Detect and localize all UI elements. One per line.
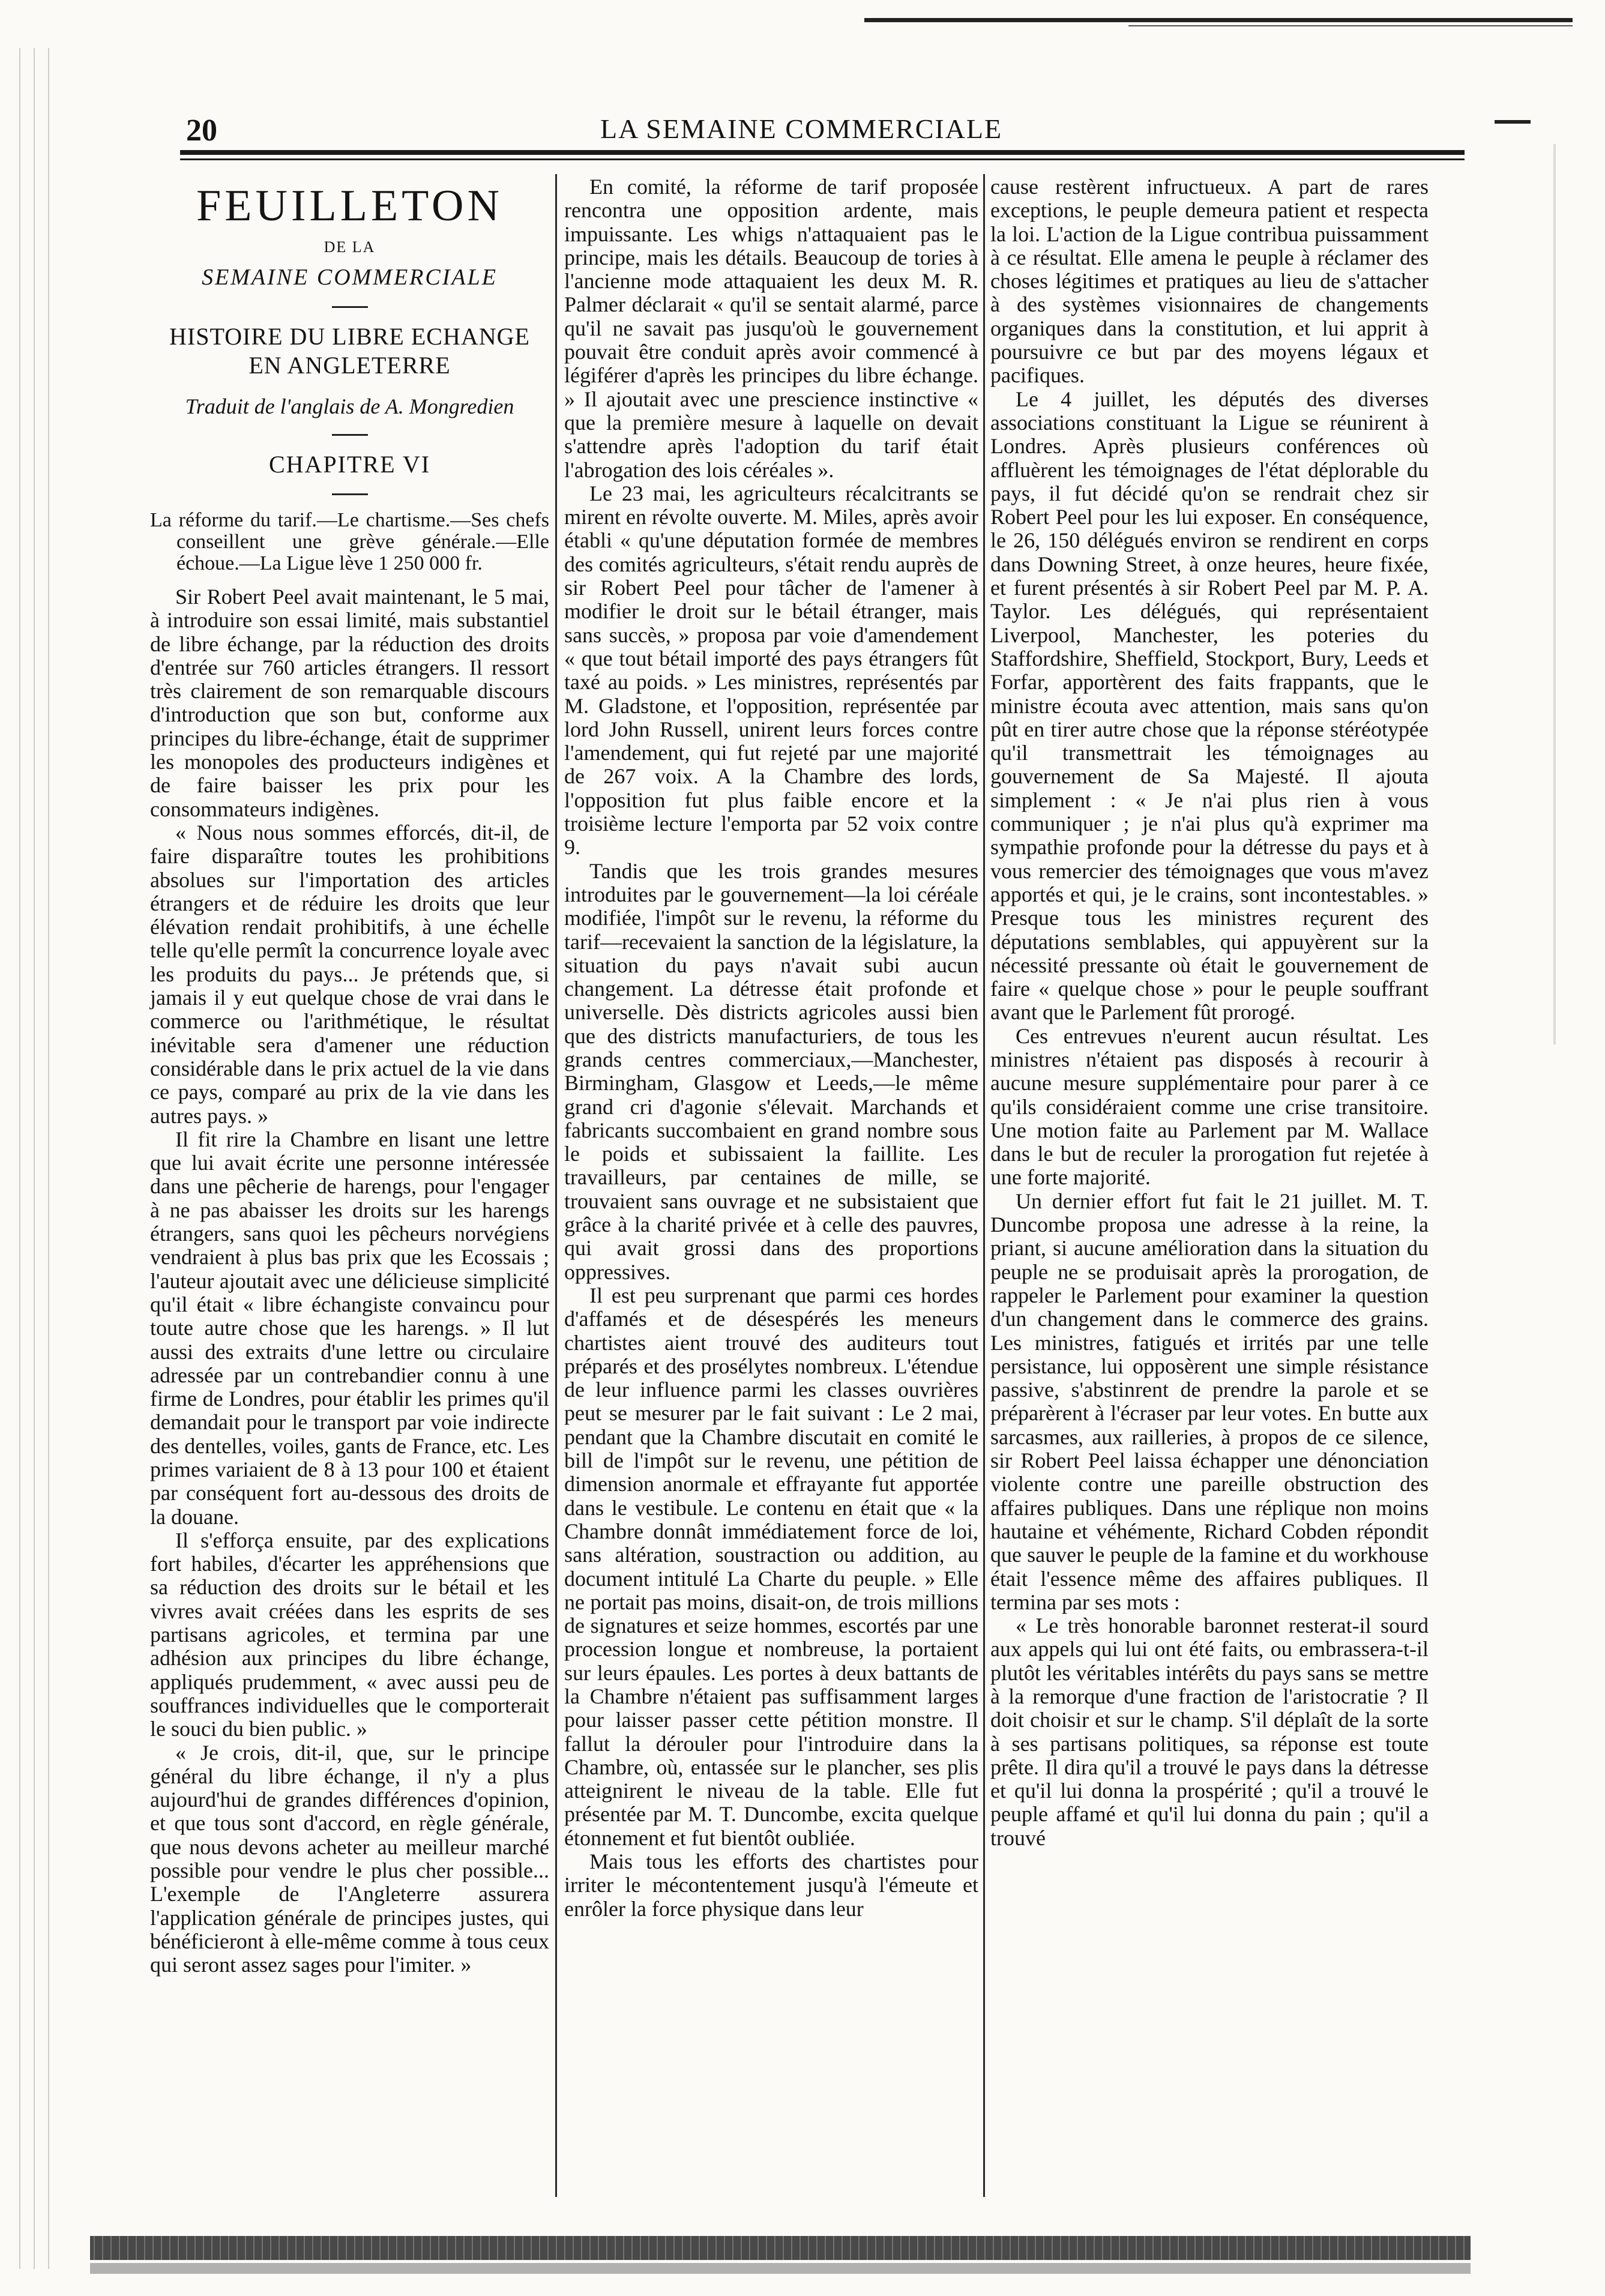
- paragraph: cause restèrent infructueux. A part de rares exceptions, le peuple demeura patient et respecta la loi. L'action de la Ligue contribua puissamment à ce résultat. Elle amena le peuple à réclamer des choses légitimes et pratiques au lieu de s'attacher à des systèmes visionnaires de changements organiques dans la constitution, et lui apprit à poursuivre ce but par des moyens légaux et pacifiques.: [990, 175, 1429, 388]
- page-number: 20: [186, 113, 217, 148]
- paragraph: En comité, la réforme de tarif proposée rencontra une opposition ardente, mais impuissante. Les whigs n'attaquaient pas le principe, mais les détails. Beaucoup de tories à l'ancienne mode attaquaient les deux M. R. Palmer déclarait « qu'il se sentait alarmé, parce qu'il ne savait pas jusqu'où le gouvernement pouvait être conduit après avoir commencé à légiférer d'après les principes du libre échange. » Il ajoutait avec une prescience instinctive « que la première mesure à laquelle on devait s'attendre après l'adoption du tarif était l'abrogation des lois céréales ».: [564, 175, 978, 482]
- scan-mark-top: [864, 18, 1573, 22]
- paragraph: « Je crois, dit-il, que, sur le principe général du libre échange, il n'y a plus aujourd'hui de grandes différences d'opinion, et que tous sont d'accord, en règle générale, que nous devons acheter au meilleur marché possible pour vendre le plus cher possible... L'exemple de l'Angleterre assurera l'application générale de principes justes, qui bénéficieront à elle-même comme à tous ceux qui seront assez sages pour l'imiter. »: [150, 1740, 549, 1977]
- column-rule-2: [983, 174, 985, 2197]
- column-2: [564, 175, 978, 1921]
- column-1: [150, 175, 549, 1977]
- paragraph: Un dernier effort fut fait le 21 juillet. M. T. Duncombe proposa une adresse à la reine, la priant, si aucune amélioration dans la situation du peuple ne se produisait après la prorogation, de rappeler le Parlement pour examiner la question d'un changement dans le commerce des grains. Les ministres, fatigués et irrités par une telle persistance, lui opposèrent une simple résistance passive, s'abstinrent de prendre la parole et se préparèrent à l'écraser par leur votes. En butte aux sarcasmes, aux railleries, à propos de ce silence, sir Robert Peel laissa échapper une dénonciation violente contre une pareille obstruction des affaires publiques. Dans une réplique non moins hautaine et véhémente, Richard Cobden répondit que sauver le peuple de la famine et du workhouse était l'essence même des affaires publiques. Il termina par ses mots :: [990, 1189, 1429, 1614]
- column-rule-1: [555, 174, 557, 2197]
- scan-margin-right: [1553, 144, 1556, 1044]
- scan-mark-top-thin: [1128, 25, 1573, 26]
- header-rule-thin: [180, 158, 1465, 160]
- paragraph: « Le très honorable baronnet resterat-il sourd aux appels qui lui ont été faits, ou embrassera-t-il plutôt les véritables intérêts du pays sans se mettre à la remorque d'une fraction de l'aristocratie ? Il doit choisir et sur le champ. S'il déplaît de la sorte à ses partisans politiques, sa réponse est toute prête. Il dira qu'il a trouvé le pays dans la détresse et qu'il lui donna la prospérité ; qu'il a trouvé le peuple affamé et qu'il lui donna du pain ; qu'il a trouvé: [990, 1614, 1429, 1850]
- ornament-rule: [332, 434, 368, 436]
- ornament-rule: [332, 306, 368, 308]
- paragraph: Il s'efforça ensuite, par des explications fort habiles, d'écarter les appréhensions que sa réduction des droits sur le bétail et les vivres avait créées dans les esprits de ses partisans agricoles, et termina par une adhésion aux principes du libre échange, appliqués prudemment, « avec aussi peu de souffrances individuelles que le comporterait le souci du bien public. »: [150, 1528, 549, 1741]
- scan-dash-right: [1495, 120, 1531, 124]
- paragraph: Le 4 juillet, les députés des diverses associations constituant la Ligue se réunirent à Londres. Après plusieurs conférences où affluèrent les témoignages de l'état déplorable du pays, il fut décidé qu'on se rendrait chez sir Robert Peel pour les lui exposer. En conséquence, le 26, 150 délégués environ se rendirent en corps dans Downing Street, à onze heures, heure fixée, et furent présentés à sir Robert Peel par M. P. A. Taylor. Les délégués, qui représentaient Liverpool, Manchester, les poteries du Staffordshire, Sheffield, Stockport, Bury, Leeds et Forfar, apportèrent des faits frappants, que le ministre écouta avec attention, mais sans qu'on pût en tirer autre chose que la réponse stéréotypée qu'il transmettrait les témoignages au gouvernement de Sa Majesté. Il ajouta simplement : « Je n'ai plus rien à vous communiquer ; je n'ai plus qu'à exprimer ma sympathie profonde pour la détresse du pays et à vous remercier des témoignages que vous m'avez apportés et qui, je le crains, sont incontestables. » Presque tous les ministres reçurent des députations semblables, qui appuyèrent sur la nécessité pressante où était le gouvernement de faire « quelque chose » pour le peuple souffrant avant que le Parlement fût prorogé.: [990, 387, 1429, 1025]
- scan-edge-bottom-shadow: [90, 2263, 1471, 2274]
- paragraph: Le 23 mai, les agriculteurs récalcitrants se mirent en révolte ouverte. M. Miles, après avoir établi « qu'une députation formée de membres des comités agriculteurs, s'était rendu auprès de sir Robert Peel pour tâcher de l'amener à modifier le droit sur le bétail étranger, mais sans succès, » proposa par voie d'amendement « que tout bétail importé des pays étrangers fût taxé au poids. » Les ministres, représentés par M. Gladstone, et l'opposition, représentée par lord John Russell, unirent leurs forces contre l'amendement, qui fut rejeté par une majorité de 267 voix. A la Chambre des lords, l'opposition fut plus faible encore et la troisième lecture l'emporta par 52 voix contre 9.: [564, 481, 978, 860]
- paragraph: Sir Robert Peel avait maintenant, le 5 mai, à introduire son essai limité, mais substantiel de libre échange, par la réduction des droits d'entrée sur 760 articles étrangers. Il ressort très clairement de son remarquable discours d'introduction que son but, conforme aux principes du libre-échange, était de supprimer les monopoles des producteurs indigènes et de faire baisser les prix pour les consommateurs indigènes.: [150, 585, 549, 821]
- paragraph: « Nous nous sommes efforcés, dit-il, de faire disparaître toutes les prohibitions absolues sur l'importation des articles étrangers et de réduire les droits que leur élévation rendait prohibitifs, à une échelle telle qu'elle permît la concurrence loyale avec les produits du pays... Je prétends que, si jamais il y eut quelque chose de vrai dans le commerce ou l'arithmétique, le résultat inévitable sera d'amener une réduction considérable dans le prix actuel de la vie dans ce pays, comparé au prix de la vie dans les autres pays. »: [150, 820, 549, 1128]
- chapter-summary: La réforme du tarif.—Le chartisme.—Ses chefs conseillent une grève générale.—Elle échoue.—La Ligue lève 1 250 000 fr.: [150, 509, 549, 574]
- chapter-heading: CHAPITRE VI: [268, 451, 431, 478]
- translator-credit: Traduit de l'anglais de A. Mongredien: [185, 394, 514, 418]
- column-3: [990, 175, 1429, 1850]
- running-title: LA SEMAINE COMMERCIALE: [600, 113, 1003, 144]
- feuilleton-de: DE LA: [324, 238, 376, 256]
- feuilleton-title: FEUILLETON: [196, 181, 503, 231]
- series-title-line-1: HISTOIRE DU LIBRE ECHANGE: [169, 323, 530, 350]
- series-title-line-2: EN ANGLETERRE: [248, 352, 451, 379]
- paragraph: Il est peu surprenant que parmi ces hordes d'affamés et de désespérés les meneurs chartistes aient trouvé des auditeurs tout préparés et des prosélytes nombreux. L'étendue de leur influence parmi les classes ouvrières peut se mesurer par le fait suivant : Le 2 mai, pendant que la Chambre discutait en comité le bill de l'impôt sur le revenu, une pétition de dimension anormale et effrayante fut apportée dans le vestibule. Le contenu en était que « la Chambre donnât immédiatement force de loi, sans altération, soustraction ou addition, au document intitulé La Charte du peuple. » Elle ne portait pas moins, disait-on, de trois millions de signatures et seize hommes, escortés par une procession longue et nombreuse, la portaient sur leurs épaules. Les portes à deux battants de la Chambre n'étaient pas suffisamment larges pour laisser passer cette pétition monstre. Il fallut la dérouler pour l'introduire dans la Chambre, où, entassée sur le plancher, ses plis atteignirent le niveau de la table. Elle fut présentée par M. T. Duncombe, excita quelque étonnement et fut bientôt oubliée.: [564, 1283, 978, 1850]
- scan-edge-bottom: [90, 2236, 1471, 2260]
- paragraph: Ces entrevues n'eurent aucun résultat. Les ministres n'étaient pas disposés à recourir à aucune mesure supplémentaire pour parer à ce qu'ils considéraient comme une crise transitoire. Une motion faite au Parlement par M. Wallace dans le but de reculer la prorogation fut rejetée à une forte majorité.: [990, 1023, 1429, 1190]
- paragraph: Tandis que les trois grandes mesures introduites par le gouvernement—la loi céréale modifiée, l'impôt sur le revenu, la réforme du tarif—recevaient la sanction de la législature, la situation du pays n'avait subi aucun changement. La détresse était profonde et universelle. Dès districts agricoles aussi bien que des districts manufacturiers, de tous les grands centres commerciaux,—Manchester, Birmingham, Glasgow et Leeds,—le même grand cri d'agonie s'élevait. Marchands et fabricants succombaient en grand nombre sous le poids et subissaient la faillite. Les travailleurs, par centaines de mille, se trouvaient sans ouvrage et ne subsistaient que grâce à la charité privée et à celle des pauvres, qui avait grossi dans des proportions oppressives.: [564, 858, 978, 1284]
- scan-margin-left: [13, 48, 56, 2269]
- publication-name: SEMAINE COMMERCIALE: [202, 265, 498, 290]
- paragraph: Il fit rire la Chambre en lisant une lettre que lui avait écrite une personne intéressée dans une pêcherie de harengs, pour l'engager à ne pas abaisser les droits sur les harengs étrangers, sans quoi les pêcheurs norvégiens vendraient à plus bas prix que les Ecossais ; l'auteur ajoutait avec une délicieuse simplicité qu'il était « libre échangiste convaincu pour toute autre chose que les harengs. » Il lut aussi des extraits d'une lettre ou circulaire adressée par un contrebandier connu à une firme de Londres, pour établir les primes qu'il demandait pour le transport par voie indirecte des dentelles, voiles, gants de France, etc. Les primes variaient de 8 à 13 pour 100 et étaient par conséquent fort au-dessous des droits de la douane.: [150, 1127, 549, 1529]
- ornament-rule: [332, 493, 368, 495]
- paragraph: Mais tous les efforts des chartistes pour irriter le mécontentement jusqu'à l'émeute et enrôler la force physique dans leur: [564, 1849, 978, 1921]
- header-rule: [180, 150, 1465, 155]
